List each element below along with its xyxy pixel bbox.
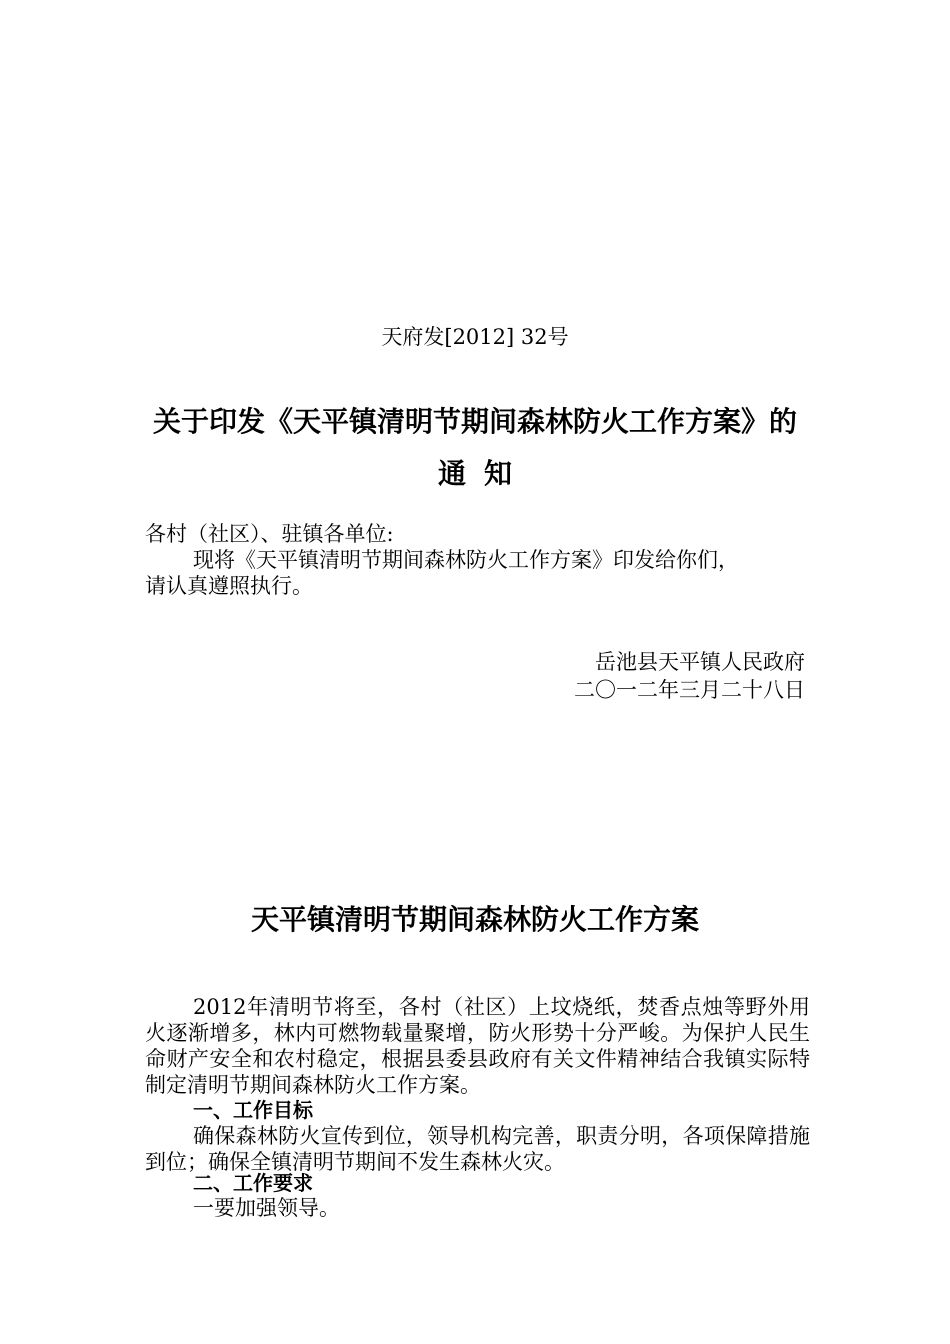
section2-item1: 一要加强领导。: [193, 1196, 340, 1220]
notice-body-line2: 请认真遵照执行。: [145, 574, 313, 598]
section2-heading: 二、工作要求: [193, 1171, 313, 1195]
notice-body-line1: 现将《天平镇清明节期间森林防火工作方案》印发给你们，: [193, 548, 739, 572]
notice-title-line2: 通知: [437, 457, 530, 490]
addressee: 各村（社区）、驻镇各单位:: [145, 522, 394, 546]
notice-title-line1: 关于印发《天平镇清明节期间森林防火工作方案》的: [152, 405, 797, 438]
issuer-name: 岳池县天平镇人民政府: [595, 650, 805, 674]
document-number: 天府发[2012] 32号: [381, 325, 569, 349]
plan-title: 天平镇清明节期间森林防火工作方案: [250, 903, 699, 936]
plan-intro-paragraph: 2012年清明节将至，各村（社区）上坟烧纸，焚香点烛等野外用火逐渐增多，林内可燃物载量聚增，防火形势十分严峻。为保护人民生命财产安全和农村稳定，根据县委县政府有关文件精神结合我镇实际特制定清明节期间森林防火工作方案。: [145, 995, 810, 1097]
section1-heading: 一、工作目标: [193, 1098, 313, 1122]
issue-date: 二〇一二年三月二十八日: [574, 678, 805, 702]
section1-paragraph: 确保森林防火宣传到位，领导机构完善，职责分明，各项保障措施到位；确保全镇清明节期间不发生森林火灾。: [145, 1124, 810, 1174]
